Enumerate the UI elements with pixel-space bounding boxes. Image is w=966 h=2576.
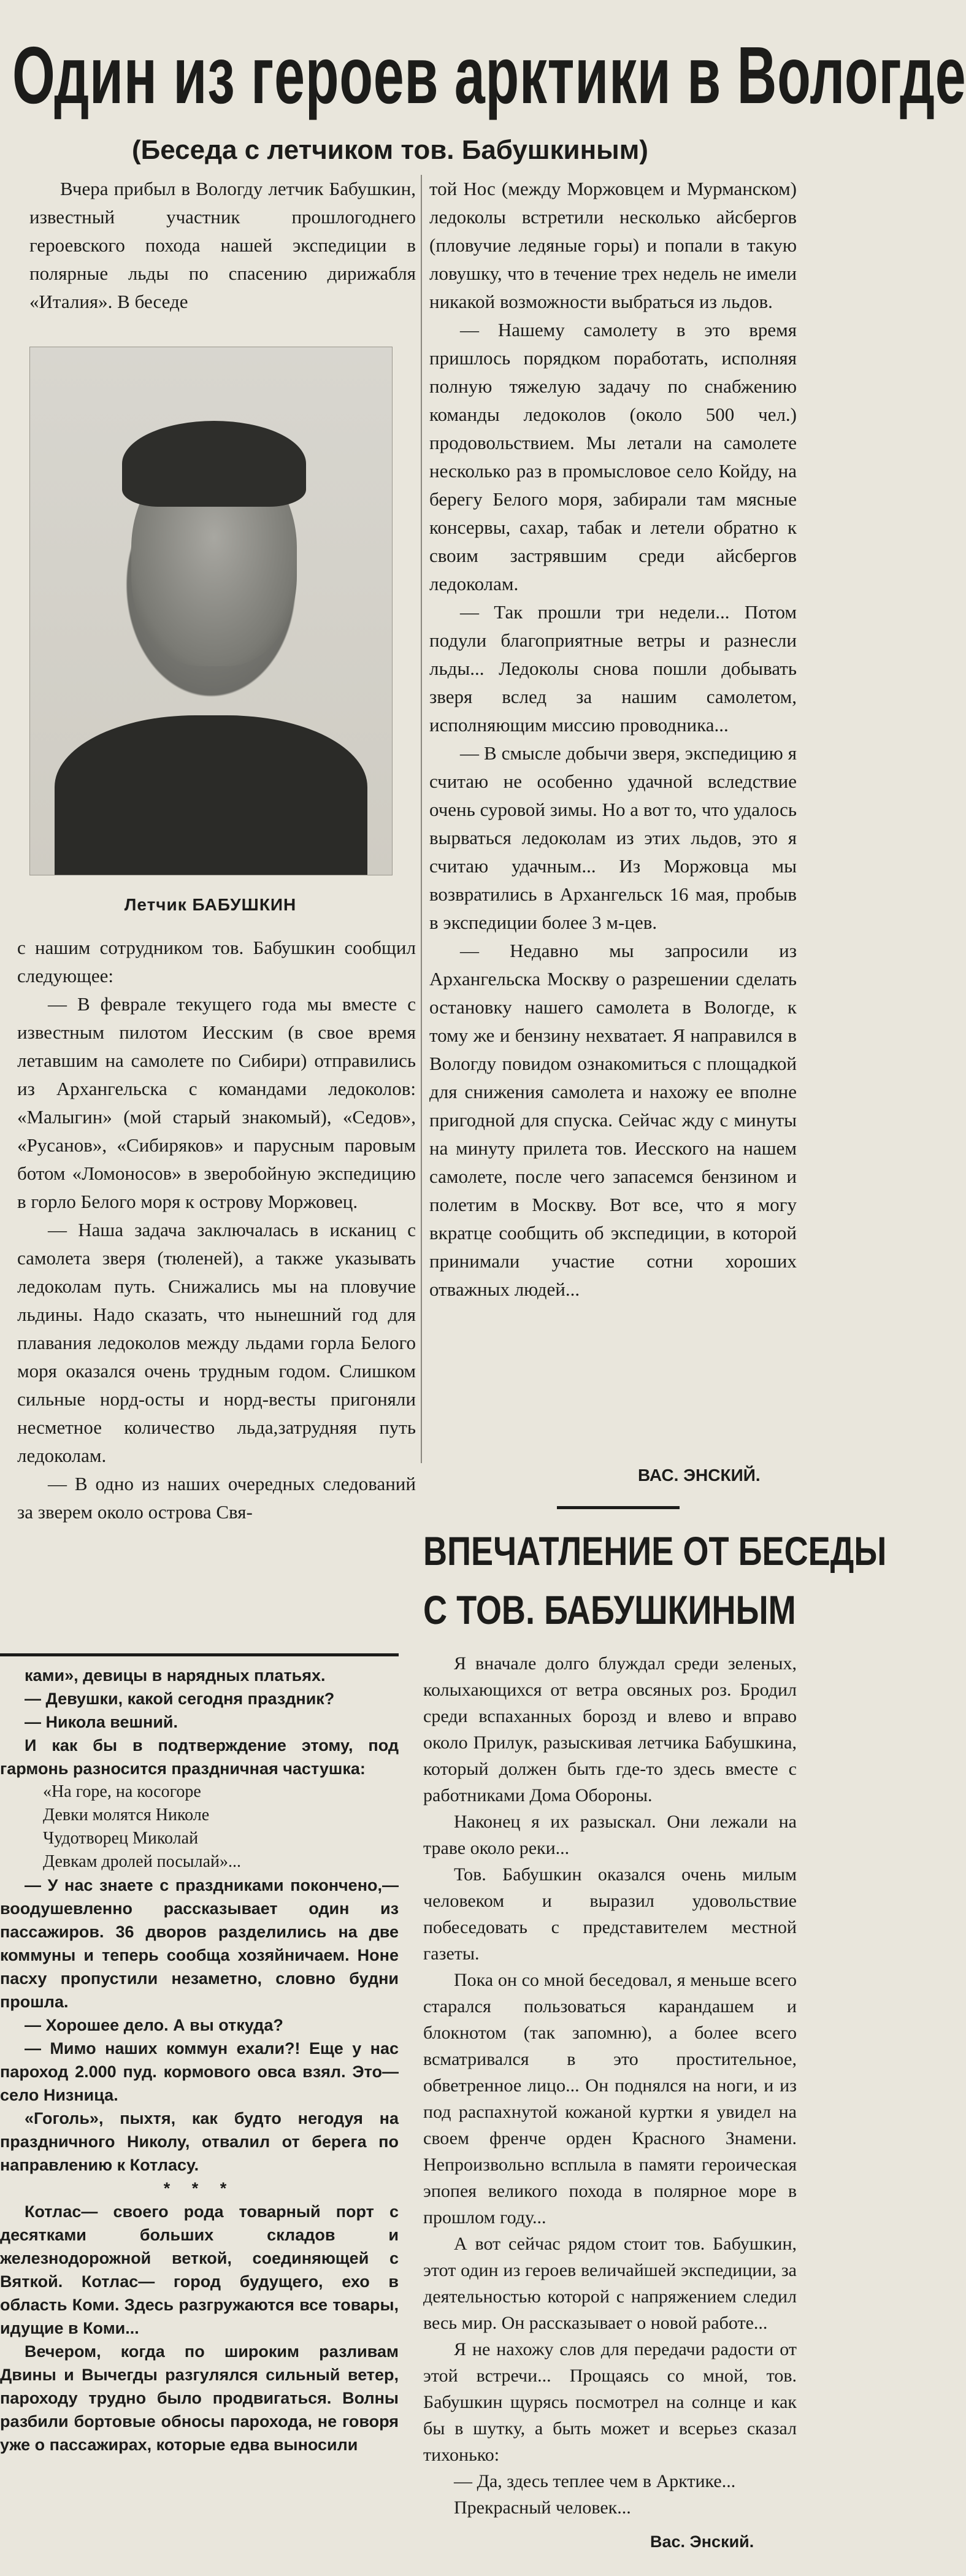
paragraph: «Гоголь», пыхтя, как будто негодуя на праздничного Николу, отвалил от берега по направлению к Котласу. [0, 2109, 399, 2174]
paragraph: Пока он со мной беседовал, я меньше всего старался пользоваться карандашем и блокнотом (так запомню), а более всего всматривался в это простительное, обветренное лицо... Он поднялся на ноги, и из под распахнутой кожаной куртки я увидел на своем френче орден Красного Знамени. Непроизвольно всплыла в памяти героическая эпопея великого похода в полярное море в прошлом году... [423, 1970, 797, 2228]
headline: Один из героев арктики в Вологде [12, 30, 966, 120]
paragraph: Наконец я их разыскал. Они лежали на траве около реки... [423, 1812, 797, 1858]
verse-line: Чудотворец Миколай [43, 1829, 199, 1848]
verse-line: Девкам дролей посылай»... [43, 1852, 241, 1871]
photo-caption: Летчик БАБУШКИН [124, 895, 297, 914]
paragraph: Вчера прибыл в Вологду летчик Бабушкин, известный участник прошлогоднего героевского похода нашей экспедиции в полярные льды по спасению дирижабля «Италия». В беседе [29, 178, 416, 312]
article-column-left-bottom [17, 934, 416, 1627]
section-separator: * * * [163, 2179, 236, 2197]
paragraph: Котлас— своего рода товарный порт с десятками больших складов и железнодорожной веткой, соединяющей с Вяткой. Котлас— город будущего, ехо в область Коми. Здесь разгружаются все товары, идущие в Коми... [0, 2202, 399, 2337]
portrait-photo [29, 347, 393, 875]
paragraph: И как бы в подтверждение этому, под гармонь разносится праздничная частушка: [0, 1736, 399, 1778]
paragraph: — В одно из наших очередных следований за зверем около острова Свя- [17, 1473, 416, 1523]
section-rule-left [0, 1653, 399, 1656]
impression-headline-line-2: С ТОВ. БАБУШКИНЫМ [423, 1587, 796, 1632]
paragraph: — В смысле добычи зверя, экспедицию я считаю не особенно удачной вследствие очень суровой зимы. Но а вот то, что удалось вырваться ледоколам из этих льдов, это я считаю удачным... Из Моржовца мы возвратились в Архангельск 16 мая, пробыв в экспедиции более 3 м-цев. [429, 742, 797, 933]
paragraph: с нашим сотрудником тов. Бабушкин сообщил следующее: [17, 937, 416, 986]
section-rule [557, 1506, 680, 1509]
paragraph: — Да, здесь теплее чем в Арктике... [454, 2471, 736, 2491]
paragraph: Прекрасный человек... [454, 2497, 631, 2518]
article-column-left-top [29, 175, 416, 339]
paragraph: той Нос (между Моржовцем и Мурманском) ледоколы встретили несколько айсбергов (пловучие ледяные горы) и попали в такую ловушку, что в течение трех недель не имели никакой возможности выбраться из льдов. [429, 178, 797, 312]
travel-article-column [0, 1664, 399, 2566]
paragraph: — Девушки, какой сегодня праздник? [25, 1690, 335, 1708]
paragraph: Тов. Бабушкин оказался очень милым человеком и выразил удовольствие побеседовать с представителем местной газеты. [423, 1864, 797, 1964]
paragraph: — Недавно мы запросили из Архангельска Москву о разрешении сделать остановку нашего самолета в Вологде, к тому же и бензину нехватает. Я направился в Вологду повидом ознакомиться с площадкой для снижения самолета и нахожу ее вполне пригодной для спуска. Сейчас жду с минуты на минуту прилета тов. Иесского на нашем самолете, после чего запасемся бензином и полетим в Москву. Вот все, что я могу вкратце сообщить об экспедиции, в которой принимали участие сотни хороших отважных людей... [429, 940, 797, 1300]
article-column-right-top [429, 175, 797, 1457]
paragraph: — Нашему самолету в это время пришлось порядком поработать, исполняя полную тяжелую задачу по снабжению команды ледоколов (около 500 чел.) продовольствием. Мы летали на самолете несколько раз в промысловое село Койду, на берегу Белого моря, забирали там мясные консервы, сахар, табак и летели обратно к своим застрявшим среди айсбергов ледоколам. [429, 319, 797, 594]
paragraph: — Никола вешний. [25, 1713, 178, 1731]
portrait-shoulders [55, 715, 367, 875]
paragraph: — Мимо наших коммун ехали?! Еще у нас пароход 2.000 пуд. кормового овса взял. Это— село Низница. [0, 2039, 399, 2104]
article-signature: ВАС. ЭНСКИЙ. [638, 1466, 761, 1485]
paragraph: Я не нахожу слов для передачи радости от этой встречи... Прощаясь со мной, тов. Бабушкин щурясь посмотрел на солнце и как бы в шутку, а быть может и всерьез сказал тихонько: [423, 2339, 797, 2465]
impression-headline [423, 1521, 887, 1644]
paragraph: — У нас знаете с праздниками покончено,— воодушевленно рассказывает один из пассажиров. 36 дворов разделились на две коммуны и теперь сообща хозяйничаем. Ноне пасху пропустили незаметно, словно будни прошла. [0, 1876, 399, 2011]
paragraph: Вечером, когда по широким разливам Двины и Вычегды разгулялся сильный ветер, пароходу трудно было продвигаться. Волны разбили бортовые обносы парохода, не говоря уже о пассажирах, которые едва выносили [0, 2342, 399, 2454]
paragraph: Я вначале долго блуждал среди зеленых, колыхающихся от ветра овсяных роз. Бродил среди вспаханных борозд и влево и вправо около Прилук, разыскивая летчика Бабушкина, который должен быть где-то здесь вместе с работниками Дома Обороны. [423, 1653, 797, 1805]
verse-line: Девки молятся Николе [43, 1805, 210, 1824]
paragraph: — В феврале текущего года мы вместе с известным пилотом Иесским (в свое время летавшим на самолете по Сибири) отправились из Архангельска с командами ледоколов: «Малыгин» (мой старый знакомый), «Седов», «Русанов», «Сибиряков» и парусным паровым ботом «Ломоносов» в зверобойную экспедицию в горло Белого моря к острову Моржовец. [17, 993, 416, 1212]
paragraph: — Наша задача заключалась в исканиц с самолета зверя (тюленей), а также указывать ледоколам путь. Снижались мы на пловучие льдины. Надо сказать, что нынешний год для плавания ледоколов между льдами горла Белого моря оказался очень трудным годом. Слишком сильные норд-осты и норд-весты пригоняли несметное количество льда,затрудняя путь ледоколам. [17, 1219, 416, 1466]
paragraph: А вот сейчас рядом стоит тов. Бабушкин, этот один из героев величайшей экспедиции, за деятельностью которой с напряжением следил весь мир. Он рассказывает о новой работе... [423, 2234, 797, 2333]
impression-column [423, 1650, 797, 2521]
column-divider [421, 175, 422, 1463]
impression-signature: Вас. Энский. [650, 2532, 754, 2551]
subheadline: (Беседа с летчиком тов. Бабушкиным) [132, 135, 648, 165]
impression-headline-line-1: ВПЕЧАТЛЕНИЕ ОТ БЕСЕДЫ [423, 1528, 887, 1574]
paragraph: — Так прошли три недели... Потом подули благоприятные ветры и разнесли льды... Ледоколы снова пошли добывать зверя вслед за нашим самолетом, исполняющим миссию проводника... [429, 601, 797, 736]
paragraph: — Хорошее дело. А вы откуда? [25, 2016, 283, 2034]
verse-line: «На горе, на косогоре [43, 1782, 201, 1801]
portrait-hair [122, 421, 306, 507]
paragraph: ками», девицы в нарядных платьях. [25, 1666, 326, 1685]
